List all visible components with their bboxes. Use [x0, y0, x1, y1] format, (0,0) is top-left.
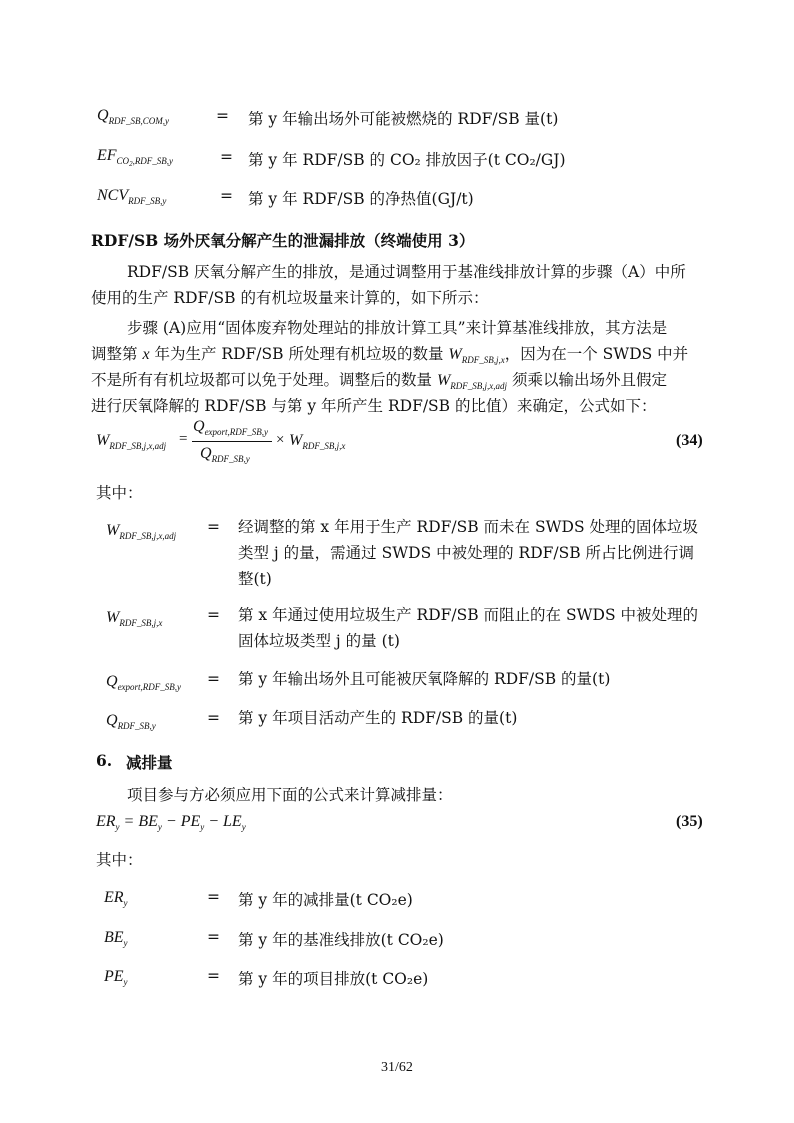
symbol-q-rdf: $Q_{RDF\_SB,y}$: [106, 712, 156, 731]
paragraph-line: 项目参与方必须应用下面的公式来计算减排量：: [127, 786, 453, 804]
paragraph-line: 进行厌氧降解的 RDF/SB 与第 y 年所产生 RDF/SB 的比值）来确定，公式如下：: [91, 397, 657, 415]
definition-text: 第 y 年的减排量(t CO₂e): [238, 891, 413, 909]
equals-sign: =: [220, 187, 233, 205]
paragraph-line: 使用的生产 RDF/SB 的有机垃圾量来计算的，如下所示：: [91, 289, 489, 307]
symbol-q-rdf-com: $Q_{RDF\_SB,COM,y}$: [97, 107, 170, 126]
eq34-denominator: $Q_{RDF\_SB,y}$: [200, 445, 250, 464]
definition-text: 第 y 年输出场外可能被燃烧的 RDF/SB 量(t): [248, 110, 559, 128]
inline-symbol-w: $W_{RDF\_SB,j,x}$: [448, 346, 505, 365]
paragraph-line: RDF/SB 厌氧分解产生的排放，是通过调整用于基准线排放计算的步骤（A）中所: [127, 263, 686, 281]
definition-text: 第 y 年的基准线排放(t CO₂e): [238, 931, 444, 949]
equals-sign: =: [220, 148, 233, 166]
eq35-formula: $ER_y = BE_y - PE_y - LE_y$: [96, 813, 246, 832]
symbol-w: $W_{RDF\_SB,j,x}$: [106, 609, 163, 628]
section-heading: RDF/SB 场外厌氧分解产生的泄漏排放（终端使用 3）: [91, 231, 475, 250]
symbol-w-adj: $W_{RDF\_SB,j,x,adj}$: [106, 522, 177, 541]
equals-sign: =: [207, 709, 220, 727]
equation-number: (34): [676, 432, 703, 449]
symbol-ef-co2: $EF_{CO_2,RDF\_SB,y}$: [97, 147, 174, 168]
equals-sign: =: [207, 888, 220, 906]
fraction-bar: [192, 441, 272, 442]
symbol-pe: $PE_y$: [104, 968, 128, 987]
definition-text: 第 x 年通过使用垃圾生产 RDF/SB 而阻止的在 SWDS 中被处理的 固体垃圾类型 j 的量 (t): [238, 606, 698, 650]
symbol-be: $BE_y$: [104, 929, 128, 948]
where-label: 其中：: [96, 484, 143, 502]
paragraph-line: 步骤 (A)应用“固体废弃物处理站的排放计算工具”来计算基准线排放，其方法是: [127, 319, 668, 337]
section-title: 减排量: [126, 753, 173, 772]
symbol-q-export: $Q_{export,RDF\_SB,y}$: [106, 673, 182, 692]
definition-text: 第 y 年 RDF/SB 的 CO₂ 排放因子(t CO₂/GJ): [248, 151, 566, 169]
equals-sign: =: [207, 928, 220, 946]
eq34-rhs: $W_{RDF\_SB,j,x}$: [289, 432, 346, 451]
definition-text: 第 y 年项目活动产生的 RDF/SB 的量(t): [238, 709, 518, 727]
equals-sign: =: [207, 518, 220, 536]
definition-text: 第 y 年输出场外且可能被厌氧降解的 RDF/SB 的量(t): [238, 670, 611, 688]
section-number: 6.: [96, 751, 113, 770]
paragraph-line: 不是所有有机垃圾都可以免于处理。调整后的数量 $W_{RDF\_SB,j,x,adj}$ 须乘以输出场外且假定: [91, 371, 667, 391]
symbol-er: $ER_y$: [104, 889, 128, 908]
equals-sign: =: [216, 107, 229, 125]
eq34-lhs: $W_{RDF\_SB,j,x,adj}$: [96, 432, 167, 451]
symbol-ncv: $NCV_{RDF\_SB,y}$: [97, 187, 167, 206]
equation-number: (35): [676, 813, 703, 830]
equals-sign: =: [207, 670, 220, 688]
definition-text: 第 y 年的项目排放(t CO₂e): [238, 970, 429, 988]
definition-text: 经调整的第 x 年用于生产 RDF/SB 而未在 SWDS 处理的固体垃圾 类型 j 的量，需通过 SWDS 中被处理的 RDF/SB 所占比例进行调 整(t): [238, 518, 698, 588]
times-sign: ×: [276, 432, 285, 448]
where-label: 其中：: [96, 851, 143, 869]
inline-symbol-w-adj: $W_{RDF\_SB,j,x,adj}$: [436, 372, 508, 391]
equals-sign: =: [207, 606, 220, 624]
definition-text: 第 y 年 RDF/SB 的净热值(GJ/t): [248, 190, 474, 208]
paragraph-line: 调整第 x 年为生产 RDF/SB 所处理有机垃圾的数量 $W_{RDF\_SB,j,x}$，因为在一个 SWDS 中并: [91, 345, 689, 365]
page-number: 31/62: [381, 1060, 413, 1075]
eq34-equals: =: [179, 431, 188, 447]
eq34-numerator: $Q_{export,RDF\_SB,y}$: [193, 418, 269, 437]
equals-sign: =: [207, 967, 220, 985]
